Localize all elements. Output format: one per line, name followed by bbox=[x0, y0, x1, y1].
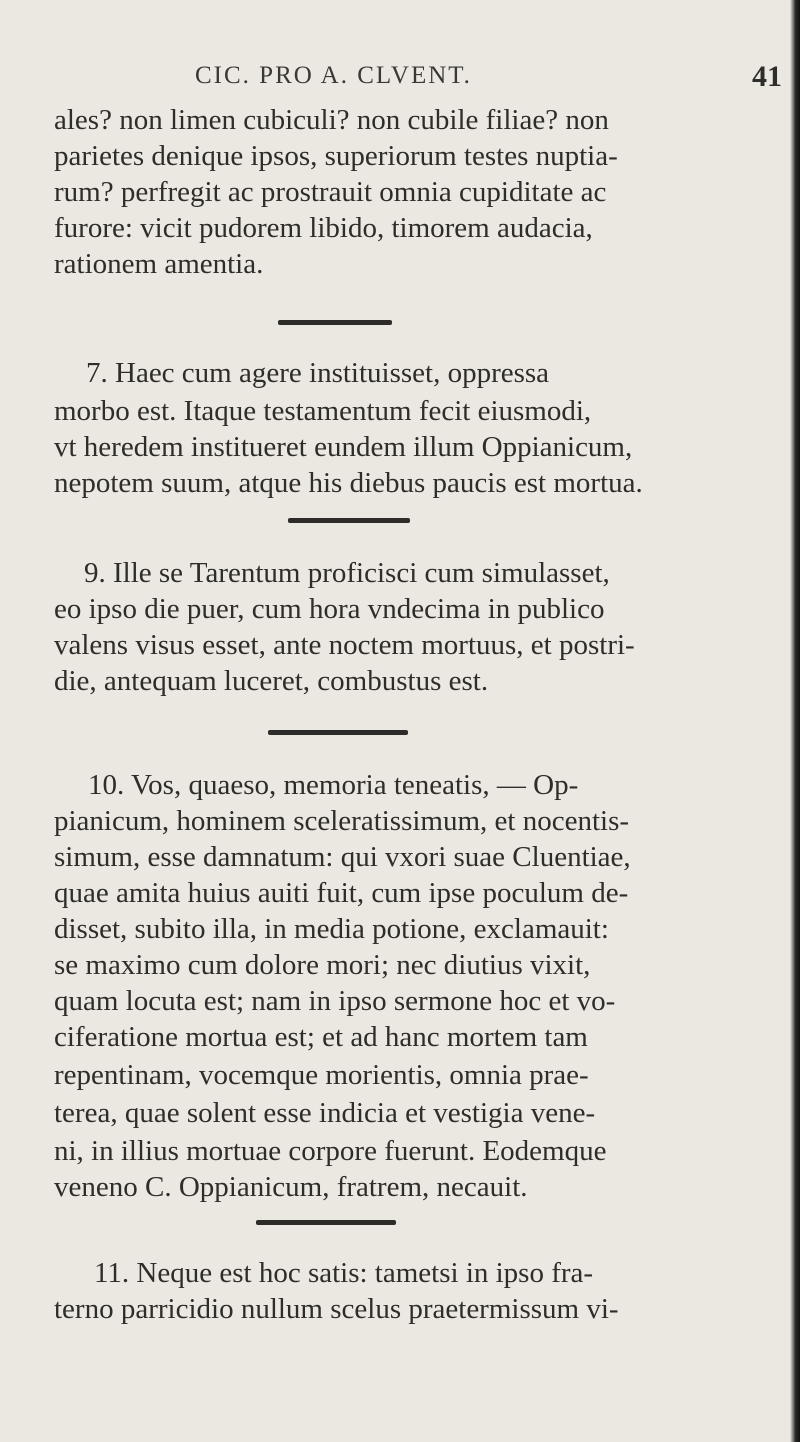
text-line: simum, esse damnatum: qui vxori suae Cluentiae, bbox=[54, 841, 631, 873]
text-line: 7. Haec cum agere instituisset, oppressa bbox=[86, 357, 550, 389]
text-line: 10. Vos, quaeso, memoria teneatis, — Op- bbox=[88, 769, 579, 801]
text-line: se maximo cum dolore mori; nec diutius vixit, bbox=[54, 949, 591, 981]
text-line: 11. Neque est hoc satis: tametsi in ipso fra- bbox=[94, 1257, 594, 1289]
page-header bbox=[0, 60, 800, 100]
text-line: valens visus esset, ante noctem mortuus, et postri- bbox=[54, 629, 635, 661]
text-line: ales? non limen cubiculi? non cubile filiae? non bbox=[54, 104, 609, 136]
text-line: eo ipso die puer, cum hora vndecima in publico bbox=[54, 593, 605, 625]
text-line: terno parricidio nullum scelus praetermissum vi- bbox=[54, 1293, 619, 1325]
text-line: 9. Ille se Tarentum proficisci cum simulasset, bbox=[84, 557, 610, 589]
text-line: veneno C. Oppianicum, fratrem, necauit. bbox=[54, 1171, 528, 1203]
text-line: ni, in illius mortuae corpore fuerunt. Eodemque bbox=[54, 1135, 607, 1167]
text-line: disset, subito illa, in media potione, exclamauit: bbox=[54, 913, 609, 945]
text-line: morbo est. Itaque testamentum fecit eiusmodi, bbox=[54, 395, 592, 427]
text-line: furore: vicit pudorem libido, timorem audacia, bbox=[54, 212, 593, 244]
text-line: nepotem suum, atque his diebus paucis est mortua. bbox=[54, 467, 643, 499]
section-divider bbox=[288, 518, 410, 523]
page-edge-shadow bbox=[790, 0, 800, 1442]
text-line: repentinam, vocemque morientis, omnia prae- bbox=[54, 1059, 589, 1091]
text-line: die, antequam luceret, combustus est. bbox=[54, 665, 489, 697]
section-divider bbox=[256, 1220, 396, 1225]
text-line: quae amita huius auiti fuit, cum ipse poculum de- bbox=[54, 877, 629, 909]
text-line: quam locuta est; nam in ipso sermone hoc et vo- bbox=[54, 985, 616, 1017]
running-head: CIC. PRO A. CLVENT. bbox=[195, 62, 472, 89]
text-line: rationem amentia. bbox=[54, 248, 264, 280]
text-line: terea, quae solent esse indicia et vestigia vene- bbox=[54, 1097, 596, 1129]
text-line: ciferatione mortua est; et ad hanc mortem tam bbox=[54, 1021, 588, 1053]
text-line: vt heredem institueret eundem illum Oppianicum, bbox=[54, 431, 633, 463]
text-line: rum? perfregit ac prostrauit omnia cupiditate ac bbox=[54, 176, 607, 208]
text-line: parietes denique ipsos, superiorum testes nuptia- bbox=[54, 140, 618, 172]
section-divider bbox=[268, 730, 408, 735]
section-divider bbox=[278, 320, 392, 325]
text-line: pianicum, hominem sceleratissimum, et nocentis- bbox=[54, 805, 630, 837]
page-number: 41 bbox=[752, 60, 782, 93]
